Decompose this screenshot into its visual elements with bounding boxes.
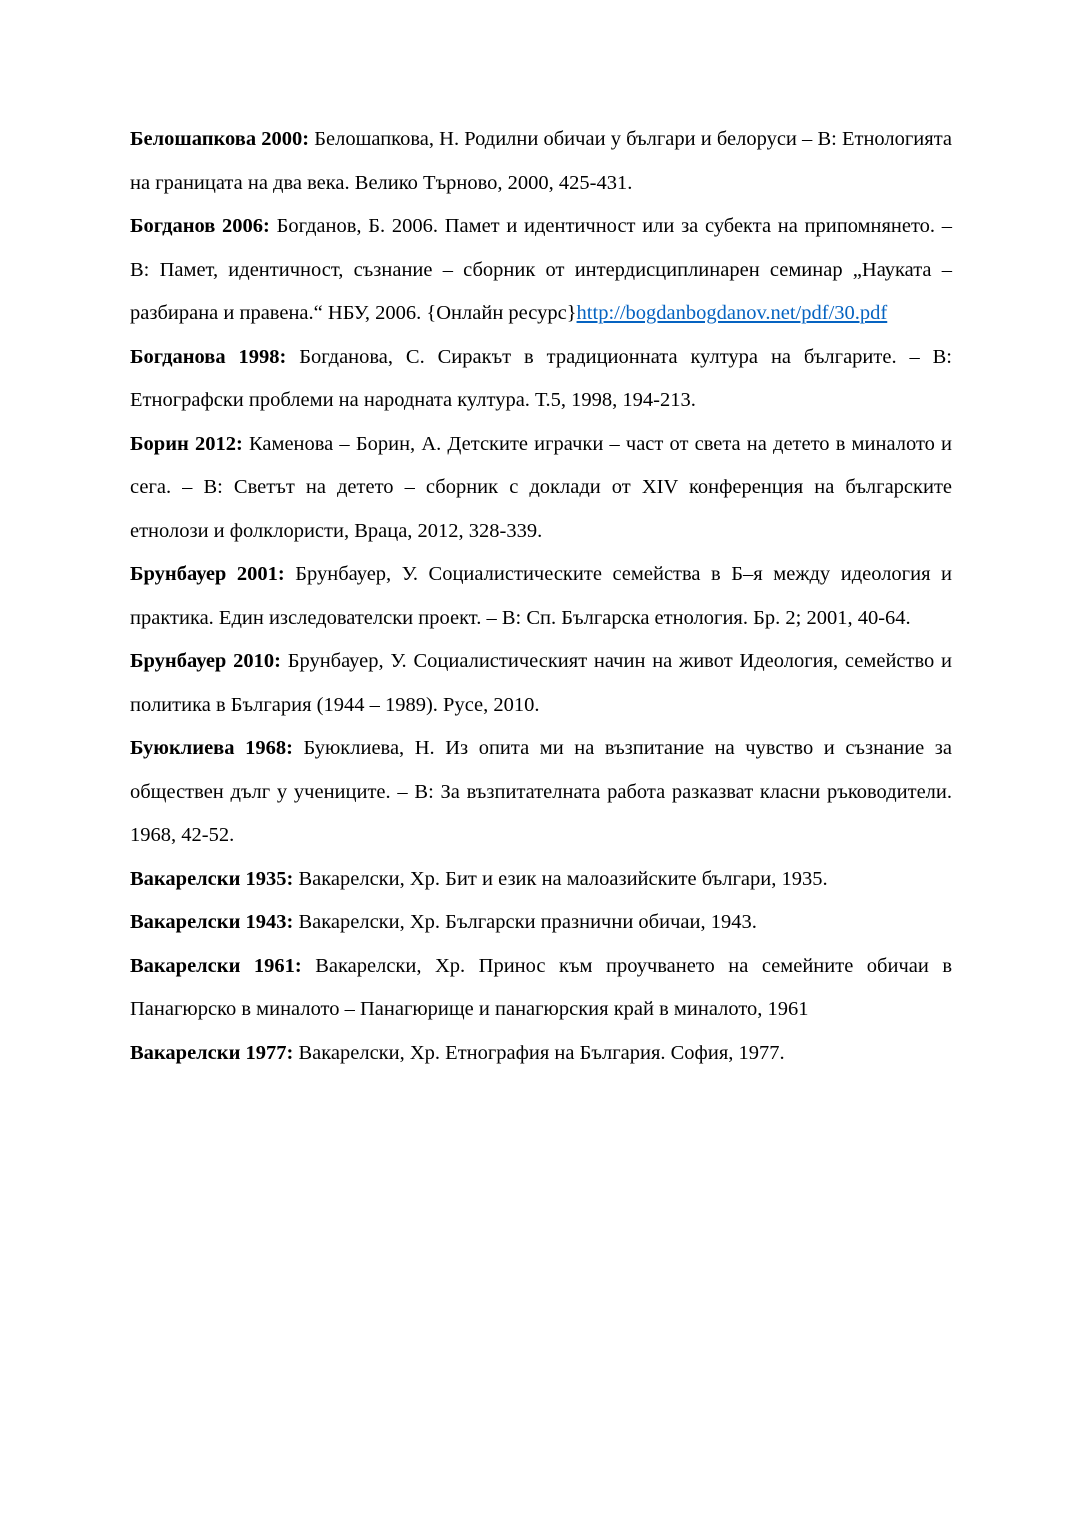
- entry-label: Вакарелски 1935:: [130, 867, 294, 890]
- bibliography-entry: [130, 423, 952, 554]
- bibliography-entry: [130, 858, 952, 902]
- entry-label: Вакарелски 1977:: [130, 1041, 294, 1064]
- bibliography-entry: [130, 901, 952, 945]
- entry-text: Брунбауер, У. Социалистическите семейства в Б–я между идеология и практика. Един изследователски проект. – В: Сп. Българска етнология. Бр. 2; 2001, 40-64.: [130, 563, 953, 629]
- bibliography-entry: [130, 553, 952, 640]
- bibliography-entry: [130, 640, 952, 727]
- entry-label: Вакарелски 1943:: [130, 911, 294, 933]
- entry-text: Богданов, Б. 2006. Памет и идентичност или за субекта на припомнянето. – В: Памет, идентичност, съзнание – сборник от интердисциплинарен семинар „Науката – разбирана и правена.“ НБУ, 2006. {Онлайн ресурс}: [130, 215, 953, 324]
- entry-label: Вакарелски 1961:: [130, 954, 302, 977]
- entry-label: Брунбауер 2001:: [130, 563, 285, 585]
- entry-text: Белошапкова, Н. Родилни обичаи у българи и белоруси – В: Етнологията на границата на два века. Велико Търново, 2000, 425-431.: [130, 128, 953, 194]
- entry-text: Буюклиева, Н. Из опита ми на възпитание на чувство и съзнание за обществен дълг у учениците. – В: За възпитателната работа разказват класни ръководители. 1968, 42-52.: [130, 737, 952, 846]
- entry-text: Вакарелски, Хр. Български празнични обичаи, 1943.: [298, 911, 757, 933]
- entry-text: Брунбауер, У. Социалистическият начин на живот Идеология, семейство и политика в България (1944 – 1989). Русе, 2010.: [130, 650, 953, 716]
- bibliography-entry: [130, 1032, 952, 1076]
- entry-text: Вакарелски, Хр. Бит и език на малоазийските българи, 1935.: [298, 867, 828, 890]
- entry-text: Богданова, С. Сиракът в традиционната култура на българите. – В: Етнографски проблеми на народната култура. Т.5, 1998, 194-213.: [130, 345, 952, 411]
- bibliography-entry: [130, 945, 952, 1032]
- entry-label: Богданов 2006:: [130, 215, 270, 237]
- entry-label: Богданова 1998:: [130, 345, 287, 368]
- bibliography-entry: [130, 727, 952, 858]
- entry-label: Белошапкова 2000:: [130, 128, 310, 150]
- entry-text: Каменова – Борин, А. Детските играчки – част от света на детето в миналото и сега. – В: Светът на детето – сборник с доклади от XIV конференция на българските етнолози и фолклористи, Враца, 2012, 328-339.: [130, 432, 953, 542]
- entry-text: Вакарелски, Хр. Принос към проучването на семейните обичаи в Панагюрско в миналото – Панагюрище и панагюрския край в миналото, 1961: [130, 954, 952, 1020]
- entry-text: Вакарелски, Хр. Етнография на България. София, 1977.: [298, 1041, 785, 1064]
- entry-label: Брунбауер 2010:: [130, 650, 281, 672]
- entry-label: Буюклиева 1968:: [130, 737, 293, 759]
- bibliography-entry: [130, 336, 952, 423]
- entry-link[interactable]: http://bogdanbogdanov.net/pdf/30.pdf: [576, 302, 888, 324]
- bibliography-entry: [130, 118, 952, 205]
- bibliography-entry: [130, 205, 952, 336]
- entry-label: Борин 2012:: [130, 432, 243, 455]
